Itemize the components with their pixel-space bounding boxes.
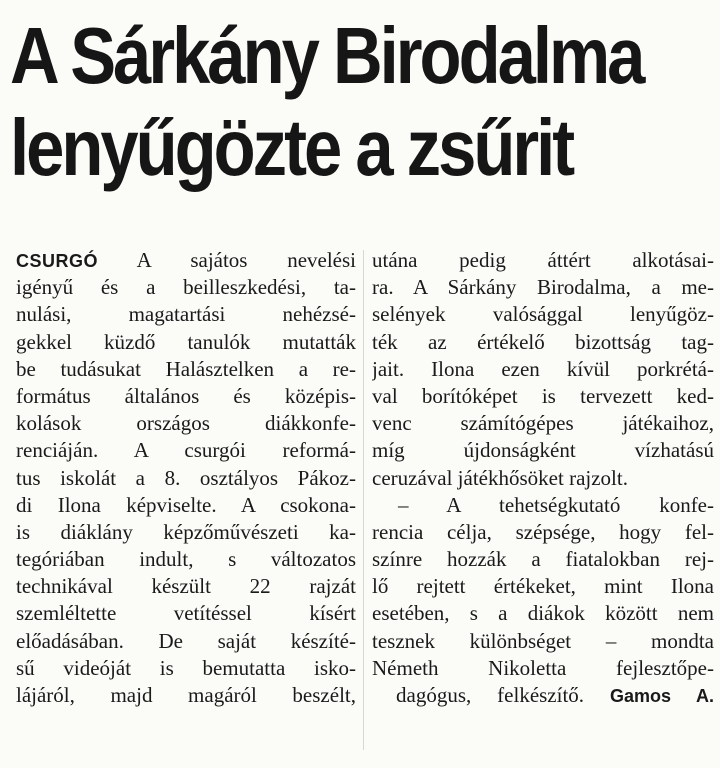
body-line: jait. Ilona ezen kívül porkrétá- [372, 356, 714, 381]
article-column-right [372, 247, 714, 709]
body-line: előadásában. De saját készíté- [16, 628, 356, 653]
body-line: míg újdonságként vízhatású [372, 438, 714, 463]
body-line-text: A sajátos nevelési [136, 248, 356, 272]
body-line: sű videóját is bemutatta isko- [16, 655, 356, 680]
article-column-left [16, 247, 356, 709]
body-line: utána pedig áttért alkotásai- [372, 248, 714, 272]
body-line: is diáklány képzőművészeti ka- [16, 519, 356, 544]
body-line: rencia célja, szépsége, hogy fel- [372, 519, 714, 544]
body-line-text: dagógus, felkészítő. [396, 683, 585, 707]
body-line: technikával készült 22 rajzát [16, 574, 356, 599]
body-line: formátus általános és középis- [16, 383, 356, 408]
body-line: val borítóképet is tervezett ked- [372, 383, 714, 408]
headline-line-1: A Sárkány Birodalma [10, 11, 643, 100]
article-headline [10, 10, 643, 194]
body-line: ra. A Sárkány Birodalma, a me- [372, 275, 714, 300]
body-line: nulási, magatartási nehézsé- [16, 302, 356, 327]
body-line: Németh Nikoletta fejlesztőpe- [372, 655, 714, 680]
body-line: venc számítógépes játékaihoz, [372, 411, 714, 436]
body-line: tus iskolát a 8. osztályos Pákoz- [16, 465, 356, 490]
body-line-quote-start: – A tehetségkutató konfe- [398, 492, 714, 517]
author-byline: Gamos A. [609, 686, 714, 706]
body-line: selények valósággal lenyűgöz- [372, 302, 714, 327]
body-line: igényű és a beilleszkedési, ta- [16, 275, 356, 300]
body-line: esetében, s a diákok között nem [372, 601, 714, 626]
body-line: renciáján. A csurgói reformá- [16, 438, 356, 463]
column-divider [363, 250, 364, 750]
body-line: szemléltette vetítéssel kísért [16, 601, 356, 626]
body-line: gekkel küzdő tanulók mutatták [16, 329, 356, 354]
body-line: ték az értékelő bizottság tag- [372, 329, 714, 354]
body-line: lájáról, majd magáról beszélt, [16, 683, 356, 707]
body-line: be tudásukat Halásztelken a re- [16, 356, 356, 381]
headline-line-2: lenyűgözte a zsűrit [10, 103, 573, 192]
body-line: di Ilona képviselte. A csokona- [16, 492, 356, 517]
body-line: kolások országos diákkonfe- [16, 411, 356, 436]
body-line-first [16, 247, 356, 274]
body-line: ceruzával játékhősöket rajzolt. [372, 465, 628, 490]
body-line: lő rejtett értékeket, mint Ilona [372, 574, 714, 599]
body-line: színre hozzák a fiatalokban rej- [372, 547, 714, 572]
dateline-kicker: CSURGÓ [16, 251, 99, 271]
body-line-signoff [372, 682, 714, 709]
body-line: tesznek különbséget – mondta [372, 628, 714, 653]
body-line: tegóriában indult, s változatos [16, 547, 356, 572]
